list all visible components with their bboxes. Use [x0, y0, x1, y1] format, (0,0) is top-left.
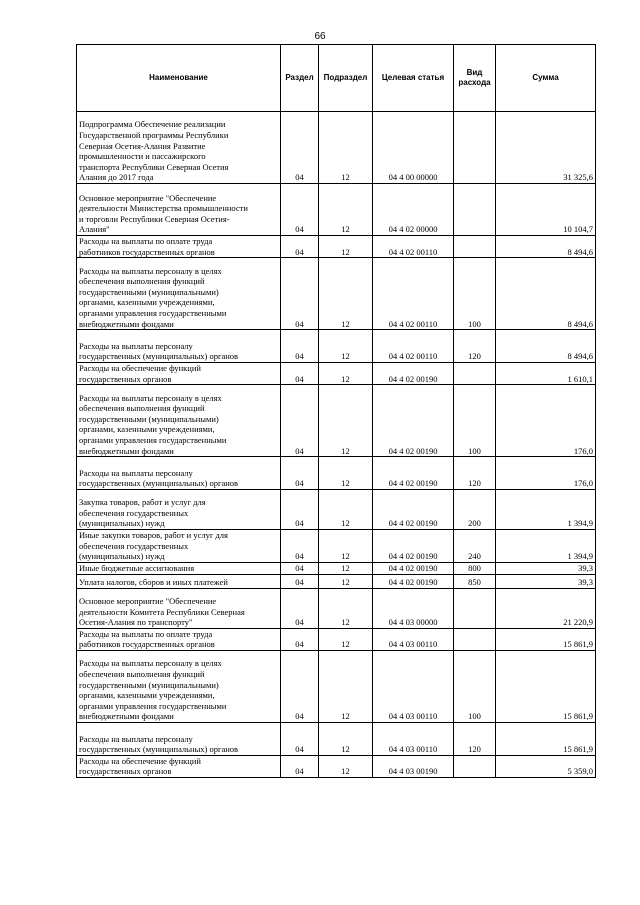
- row-target-article: 04 4 02 00190: [373, 574, 454, 588]
- row-target-article: 04 4 02 00190: [373, 489, 454, 529]
- row-expense-type: [454, 628, 496, 650]
- row-amount: 5 359,0: [496, 755, 596, 777]
- row-podrazdel: 12: [319, 489, 373, 529]
- row-amount: 15 861,9: [496, 650, 596, 722]
- row-amount: 1 394,9: [496, 489, 596, 529]
- row-expense-type: 200: [454, 489, 496, 529]
- row-podrazdel: 12: [319, 574, 373, 588]
- row-expense-type: 120: [454, 722, 496, 755]
- row-expense-type: [454, 236, 496, 258]
- table-row: [77, 755, 596, 777]
- header-target-article: Целевая статья: [373, 45, 454, 112]
- row-name: Расходы на выплаты по оплате труда работников государственных органов: [77, 628, 281, 650]
- table-row: [77, 562, 596, 574]
- row-razdel: 04: [281, 722, 319, 755]
- table-row: [77, 628, 596, 650]
- row-razdel: 04: [281, 588, 319, 628]
- row-amount: 1 610,1: [496, 362, 596, 384]
- table-row: [77, 588, 596, 628]
- row-podrazdel: 12: [319, 362, 373, 384]
- row-razdel: 04: [281, 755, 319, 777]
- table-row: [77, 489, 596, 529]
- table-row: [77, 258, 596, 330]
- header-podrazdel: Подраздел: [319, 45, 373, 112]
- row-amount: 21 220,9: [496, 588, 596, 628]
- row-name: Уплата налогов, сборов и иных платежей: [77, 574, 281, 588]
- row-podrazdel: 12: [319, 628, 373, 650]
- table-row: [77, 362, 596, 384]
- row-razdel: 04: [281, 529, 319, 562]
- row-amount: 15 861,9: [496, 628, 596, 650]
- row-podrazdel: 12: [319, 330, 373, 363]
- row-target-article: 04 4 03 00190: [373, 755, 454, 777]
- row-podrazdel: 12: [319, 588, 373, 628]
- row-expense-type: [454, 755, 496, 777]
- row-expense-type: 100: [454, 650, 496, 722]
- table-body: [77, 112, 596, 778]
- table-row: [77, 184, 596, 236]
- row-podrazdel: 12: [319, 236, 373, 258]
- row-target-article: 04 4 03 00110: [373, 650, 454, 722]
- row-expense-type: [454, 588, 496, 628]
- row-expense-type: 100: [454, 258, 496, 330]
- row-target-article: 04 4 02 00110: [373, 330, 454, 363]
- row-target-article: 04 4 02 00190: [373, 385, 454, 457]
- header-amount: Сумма: [496, 45, 596, 112]
- row-name: Подпрограмма Обеспечение реализации Государственной программы Республики Северная Осетия-Алания Развитие промышленности и пассажирского транспорта Республики Северная Осетия Алания до 2017 года: [77, 112, 281, 184]
- row-razdel: 04: [281, 628, 319, 650]
- row-razdel: 04: [281, 574, 319, 588]
- row-expense-type: [454, 362, 496, 384]
- row-podrazdel: 12: [319, 457, 373, 490]
- row-name: Расходы на выплаты персоналу в целях обеспечения выполнения функций государственными (муниципальными) органами, казенными учреждениями, органами управления государственными внебюджетными фондами: [77, 385, 281, 457]
- row-amount: 8 494,6: [496, 258, 596, 330]
- header-expense-type: Вид расхода: [454, 45, 496, 112]
- table-row: [77, 236, 596, 258]
- row-expense-type: [454, 184, 496, 236]
- row-expense-type: [454, 112, 496, 184]
- row-expense-type: 120: [454, 457, 496, 490]
- row-amount: 15 861,9: [496, 722, 596, 755]
- row-amount: 176,0: [496, 385, 596, 457]
- row-podrazdel: 12: [319, 385, 373, 457]
- row-target-article: 04 4 02 00110: [373, 258, 454, 330]
- row-amount: 1 394,9: [496, 529, 596, 562]
- header-razdel: Раздел: [281, 45, 319, 112]
- row-razdel: 04: [281, 489, 319, 529]
- budget-table: [76, 44, 596, 778]
- table-row: [77, 722, 596, 755]
- table-row: [77, 650, 596, 722]
- row-razdel: 04: [281, 184, 319, 236]
- row-target-article: 04 4 02 00190: [373, 562, 454, 574]
- row-target-article: 04 4 02 00000: [373, 184, 454, 236]
- row-name: Иные бюджетные ассигнования: [77, 562, 281, 574]
- table-header: [77, 45, 596, 112]
- row-expense-type: 100: [454, 385, 496, 457]
- row-target-article: 04 4 00 00000: [373, 112, 454, 184]
- row-name: Расходы на выплаты персоналу в целях обеспечения выполнения функций государственными (муниципальными) органами, казенными учреждениями, органами управления государственными внебюджетными фондами: [77, 258, 281, 330]
- page-number: 66: [314, 31, 326, 42]
- row-amount: 39,3: [496, 562, 596, 574]
- row-amount: 8 494,6: [496, 330, 596, 363]
- row-razdel: 04: [281, 562, 319, 574]
- table-row: [77, 457, 596, 490]
- row-name: Основное мероприятие "Обеспечение деятельности Комитета Республики Северная Осетия-Алания по транспорту": [77, 588, 281, 628]
- row-name: Расходы на обеспечение функций государственных органов: [77, 362, 281, 384]
- row-podrazdel: 12: [319, 562, 373, 574]
- row-name: Иные закупки товаров, работ и услуг для обеспечения государственных (муниципальных) нужд: [77, 529, 281, 562]
- table-row: [77, 385, 596, 457]
- row-target-article: 04 4 03 00000: [373, 588, 454, 628]
- row-target-article: 04 4 03 00110: [373, 628, 454, 650]
- row-target-article: 04 4 02 00190: [373, 457, 454, 490]
- row-name: Расходы на выплаты персоналу государственных (муниципальных) органов: [77, 457, 281, 490]
- row-expense-type: 240: [454, 529, 496, 562]
- row-amount: 176,0: [496, 457, 596, 490]
- row-razdel: 04: [281, 650, 319, 722]
- row-expense-type: 800: [454, 562, 496, 574]
- row-podrazdel: 12: [319, 650, 373, 722]
- row-razdel: 04: [281, 457, 319, 490]
- row-name: Расходы на выплаты по оплате труда работников государственных органов: [77, 236, 281, 258]
- row-target-article: 04 4 02 00190: [373, 529, 454, 562]
- row-podrazdel: 12: [319, 258, 373, 330]
- row-razdel: 04: [281, 112, 319, 184]
- header-name: Наименование: [77, 45, 281, 112]
- table-row: [77, 112, 596, 184]
- row-razdel: 04: [281, 330, 319, 363]
- row-amount: 8 494,6: [496, 236, 596, 258]
- row-podrazdel: 12: [319, 755, 373, 777]
- row-target-article: 04 4 02 00110: [373, 236, 454, 258]
- row-expense-type: 120: [454, 330, 496, 363]
- row-podrazdel: 12: [319, 184, 373, 236]
- table-row: [77, 574, 596, 588]
- row-razdel: 04: [281, 362, 319, 384]
- row-name: Расходы на выплаты персоналу в целях обеспечения выполнения функций государственными (муниципальными) органами, казенными учреждениями, органами управления государственными внебюджетными фондами: [77, 650, 281, 722]
- row-amount: 31 325,6: [496, 112, 596, 184]
- row-expense-type: 850: [454, 574, 496, 588]
- row-name: Расходы на выплаты персоналу государственных (муниципальных) органов: [77, 330, 281, 363]
- row-razdel: 04: [281, 258, 319, 330]
- row-podrazdel: 12: [319, 112, 373, 184]
- row-amount: 10 104,7: [496, 184, 596, 236]
- row-amount: 39,3: [496, 574, 596, 588]
- table-row: [77, 330, 596, 363]
- row-target-article: 04 4 03 00110: [373, 722, 454, 755]
- row-razdel: 04: [281, 385, 319, 457]
- row-name: Расходы на выплаты персоналу государственных (муниципальных) органов: [77, 722, 281, 755]
- table-row: [77, 529, 596, 562]
- row-target-article: 04 4 02 00190: [373, 362, 454, 384]
- row-razdel: 04: [281, 236, 319, 258]
- row-podrazdel: 12: [319, 529, 373, 562]
- row-name: Расходы на обеспечение функций государственных органов: [77, 755, 281, 777]
- row-name: Закупка товаров, работ и услуг для обеспечения государственных (муниципальных) нужд: [77, 489, 281, 529]
- row-name: Основное мероприятие "Обеспечение деятельности Министерства промышленности и торговли Республики Северная Осетия- Алания": [77, 184, 281, 236]
- row-podrazdel: 12: [319, 722, 373, 755]
